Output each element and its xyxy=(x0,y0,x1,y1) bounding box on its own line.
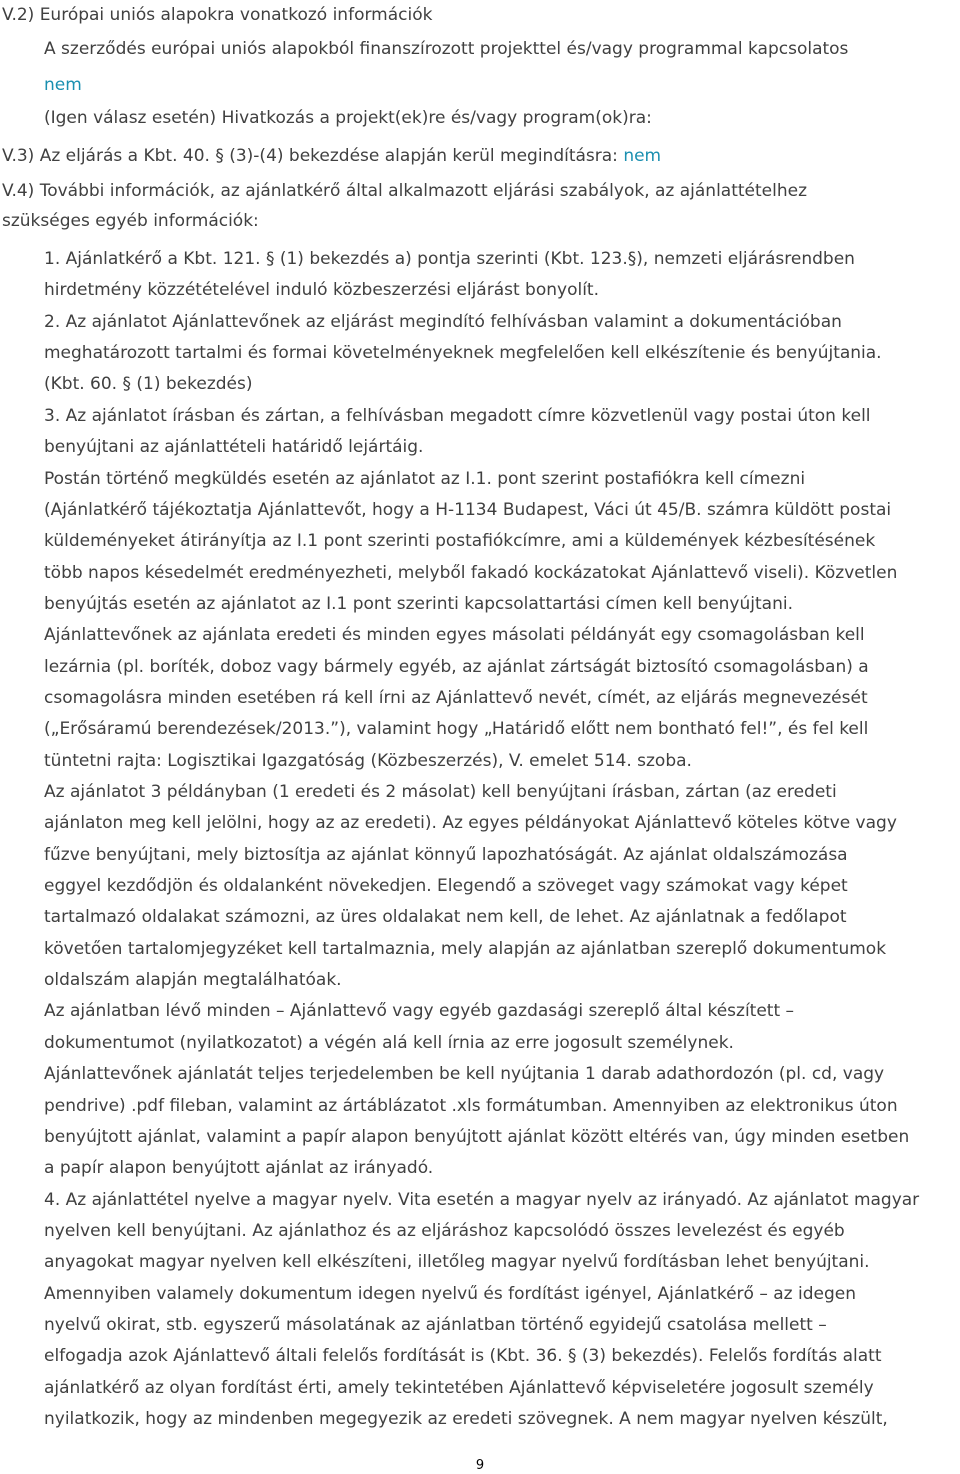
section-v4-heading-line2: szükséges egyéb információk: xyxy=(2,211,259,231)
body-line-segment: több napos késedelmét eredményezheti, melyből fakadó kockázatokat Ajánlattevő viseli). xyxy=(44,562,810,583)
body-line xyxy=(44,1408,888,1430)
body-line xyxy=(44,938,886,960)
body-line-segment: anyagokat magyar nyelven kell elkészíteni, illetőleg magyar nyelvű fordításban lehet benyújtani. xyxy=(44,1252,870,1273)
body-line-segment: (Kbt. 60. § (1) bekezdés) xyxy=(44,374,253,395)
eu-funds-question: A szerződés európai uniós alapokból finanszírozott projekttel és/vagy programmal kapcsolatos xyxy=(44,39,849,59)
section-v2-heading: V.2) Európai uniós alapokra vonatkozó információk xyxy=(2,5,433,25)
body-line-segment: csomagolásra minden esetében rá kell írni az Ajánlattevő nevét, címét, az eljárás megnevezését xyxy=(44,687,868,708)
body-line-segment: nyelven kell benyújtani. Az ajánlathoz és az eljáráshoz kapcsolódó összes levelezést és egyéb xyxy=(44,1220,845,1241)
body-line-segment: benyújtani az ajánlattételi határidő lejártáig. xyxy=(44,437,424,458)
body-line-segment: Ajánlattevőnek ajánlatát teljes terjedelemben be kell nyújtania 1 darab adathordozón (pl. cd, vagy xyxy=(44,1064,885,1085)
body-line-segment: a papír alapon benyújtott ajánlat az irányadó. xyxy=(44,1158,434,1179)
body-line-segment: benyújtott ajánlat, valamint a papír alapon benyújtott ajánlat között eltérés van, úgy minden esetben xyxy=(44,1126,910,1147)
body-line xyxy=(44,656,869,678)
body-line-segment: számra küldött postai xyxy=(701,499,892,520)
body-line xyxy=(44,1189,919,1211)
body-line-segment: hirdetmény közzétételével induló közbeszerzési eljárást bonyolít. xyxy=(44,280,599,301)
body-line xyxy=(44,1000,794,1022)
body-line-segment: 2. xyxy=(44,311,61,332)
body-line-segment: meghatározott tartalmi és formai követelményeknek megfelelően kell elkészítenie és benyújtania. xyxy=(44,343,882,364)
body-line xyxy=(44,593,793,615)
body-line-segment: Az ajánlatban lévő minden – Ajánlattevő vagy egyéb gazdasági szereplő által készített – xyxy=(44,1001,795,1022)
body-line-segment: eggyel kezdődjön és oldalanként növekedjen. Elegendő a szöveget vagy számokat vagy képet xyxy=(44,876,848,896)
body-line xyxy=(44,1251,870,1273)
body-line xyxy=(44,718,868,740)
body-line xyxy=(44,562,897,584)
body-line xyxy=(44,530,875,552)
body-line xyxy=(44,969,342,991)
body-line-segment: nyelvű okirat, stb. egyszerű másolatának az ajánlatban történő egyidejű csatolása mellett – xyxy=(44,1314,827,1335)
body-line-segment: küldeményeket átirányítja az I.1 pont szerinti postafiókcímre, ami a küldemények kézbesítésének xyxy=(44,531,876,552)
body-line xyxy=(44,311,842,333)
body-line xyxy=(44,844,848,866)
section-v3-answer: nem xyxy=(623,146,662,166)
body-line xyxy=(44,248,855,270)
body-line-segment: nyilatkozik, hogy az mindenben megegyezik az eredeti szövegnek. A nem magyar nyelven készült, xyxy=(44,1409,888,1429)
body-line-segment: Postán történő megküldés esetén az ajánlatot az I.1. pont szerint postafiókra kell címezni xyxy=(44,468,806,489)
body-line xyxy=(44,436,423,458)
body-line-segment: Közvetlen xyxy=(809,562,898,583)
section-v3-line xyxy=(2,145,661,167)
body-line-segment: („Erősáramú berendezések/2013.”), valamint hogy „Határidő előtt nem bontható fel!”, és fel kell xyxy=(44,719,869,740)
body-line-segment: Az ajánlatot Ajánlattevőnek az eljárást megindító felhívásban valamint a dokumentációban xyxy=(60,311,842,332)
body-line xyxy=(44,1095,898,1117)
body-line xyxy=(44,1157,433,1179)
body-line xyxy=(44,1126,909,1148)
body-line-segment: benyújtás esetén az ajánlatot az I.1 pont szerinti kapcsolattartási címen kell benyújtani. xyxy=(44,593,793,614)
body-line-segment: Ajánlattevőnek az ajánlata eredeti és minden egyes másolati példányát egy csomagolásban kell xyxy=(44,625,865,646)
body-line-segment: fűzve benyújtani, mely biztosítja az ajánlat könnyű lapozhatóságát. Az ajánlat oldalszámozása xyxy=(44,844,848,865)
body-line-segment: elfogadja azok Ajánlattevő általi felelős fordítását is (Kbt. 36. § (3) bekezdés). Felelős fordítás alatt xyxy=(44,1346,882,1367)
body-line-segment: 4. Az ajánlattétel nyelve a magyar nyelv. Vita esetén a magyar nyelv az irányadó. Az ajánlatot magyar xyxy=(44,1189,920,1210)
body-line xyxy=(44,1314,827,1336)
body-line-segment: követően tartalomjegyzéket kell tartalmaznia, mely alapján az ajánlatban szereplő dokumentumok xyxy=(44,938,887,959)
body-line xyxy=(44,342,882,364)
body-line xyxy=(44,1283,856,1305)
body-line xyxy=(44,1377,874,1399)
body-line-segment: tüntetni rajta: Logisztikai Igazgatóság (Közbeszerzés), V. emelet 514. szoba. xyxy=(44,750,692,771)
eu-funds-answer: nem xyxy=(44,75,82,95)
body-line xyxy=(44,750,692,772)
body-line-segment: pendrive) .pdf fileban, valamint az ártáblázatot .xls formátumban. Amennyiben az elektronikus úton xyxy=(44,1095,898,1116)
body-line xyxy=(44,405,871,427)
body-line-segment: 1. Ajánlatkérő a Kbt. 121. § (1) bekezdés a) pontja szerinti (Kbt. 123. xyxy=(44,249,628,269)
body-line-segment: tartalmazó oldalakat számozni, az üres oldalakat nem kell, de lehet. Az ajánlatnak a fedőlapot xyxy=(44,907,847,928)
body-line-segment: oldalszám alapján megtalálhatóak. xyxy=(44,970,342,991)
body-line-segment: dokumentumot (nyilatkozatot) a végén alá kell írnia az erre jogosult személynek. xyxy=(44,1032,734,1053)
body-line xyxy=(44,624,865,646)
body-line-segment: ajánlatkérő az olyan fordítást érti, amely tekintetében Ajánlattevő képviseletére jogosult személy xyxy=(44,1377,874,1398)
body-line xyxy=(44,279,599,301)
page-number: 9 xyxy=(475,1458,485,1473)
body-line-segment: lezárnia (pl. boríték, doboz vagy bármely egyéb, az ajánlat zártságát biztosító csomagolásban) a xyxy=(44,656,869,677)
body-line xyxy=(44,1063,884,1085)
body-line-segment: Amennyiben valamely dokumentum idegen nyelvű és fordítást igényel, Ajánlatkérő – az idegen xyxy=(44,1283,856,1304)
body-line xyxy=(44,1032,734,1054)
section-v4-heading-line1: V.4) További információk, az ajánlatkérő által alkalmazott eljárási szabályok, az ajánlattételhez xyxy=(2,181,808,201)
body-line xyxy=(44,781,837,803)
body-line xyxy=(44,687,868,709)
section-v3-text: V.3) Az eljárás a Kbt. 40. § (3)-(4) bekezdése alapján kerül megindításra: xyxy=(2,146,618,166)
body-line xyxy=(44,1220,845,1242)
body-line-segment: 3. Az ajánlatot írásban és zártan, a felhívásban megadott címre közvetlenül vagy postai úton kell xyxy=(44,405,871,426)
body-line xyxy=(44,499,891,521)
body-line xyxy=(44,906,847,928)
body-line xyxy=(44,875,848,897)
body-line xyxy=(44,373,252,395)
body-line-segment: Az ajánlatot 3 példányban (1 eredeti és 2 másolat) kell benyújtani írásban, zártan (az eredeti xyxy=(44,782,837,802)
body-line-segment: ajánlaton meg kell jelölni, hogy az az eredeti). Az egyes példányokat Ajánlattevő köteles kötve vagy xyxy=(44,813,897,834)
body-line-segment: (Ajánlatkérő tájékoztatja Ajánlattevőt, hogy a H-1134 Budapest, Váci út 45/B. xyxy=(44,499,702,520)
body-line xyxy=(44,1345,882,1367)
body-line xyxy=(44,468,805,490)
body-line xyxy=(44,812,897,834)
body-line-segment: §), nemzeti eljárásrendben xyxy=(627,249,855,269)
project-reference-label: (Igen válasz esetén) Hivatkozás a projekt(ek)re és/vagy program(ok)ra: xyxy=(44,108,652,128)
